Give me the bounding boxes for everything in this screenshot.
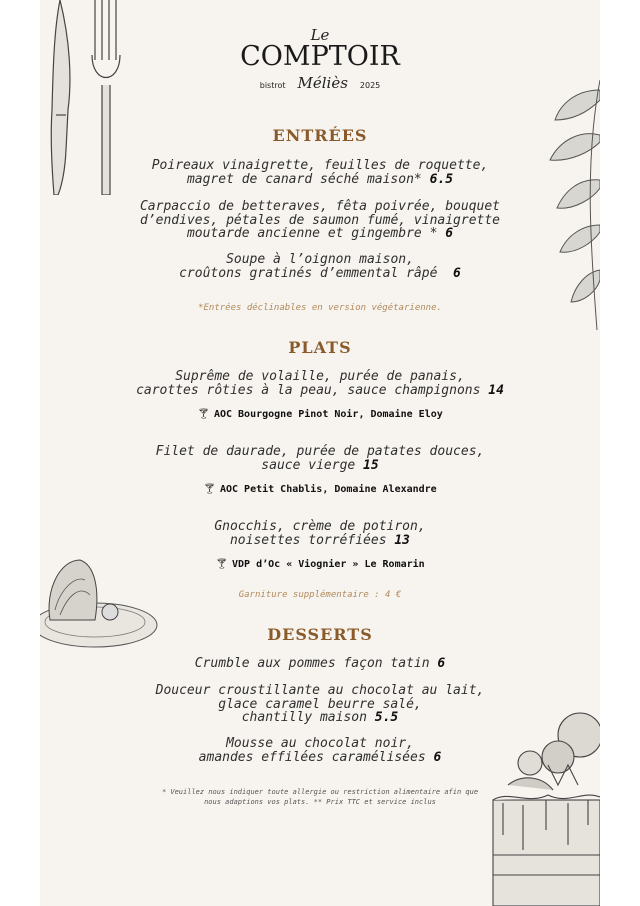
wine-glass-icon: 🍸︎ [203,484,216,495]
price: 6 [453,265,461,281]
menu-item: Suprême de volaille, purée de panais, carottes rôties à la peau, sauce champignons 14 [136,369,504,398]
menu-item: Gnocchis, crème de potiron, noisettes torréfiées 13 [214,519,426,548]
logo-melies: Méliès [297,74,348,92]
wine-glass-icon: 🍸︎ [215,559,229,570]
footer-note: * Veuillez nous indiquer toute allergie ou restriction alimentaire afin que nous adaptions vos plats. ** Prix TTC et service inclus [161,788,479,806]
menu-item: Douceur croustillante au chocolat au lait, glace caramel beurre salé, chantilly maison 5.5 [155,683,485,725]
wine-glass-icon: 🍸︎ [197,409,210,420]
menu-item: Crumble aux pommes façon tatin 6 [194,656,446,671]
price: 6 [445,226,454,241]
menu-item: Carpaccio de betteraves, fêta poivrée, bouquet d’endives, pétales de saumon fumé, vinaigrette moutarde ancienne et gingembre * 6 [139,199,501,241]
price: 5.5 [374,710,399,725]
logo-name: COMPTOIR [240,41,400,72]
logo-bistrot: bistrot [259,81,286,90]
section-title-plats: PLATS [288,338,352,357]
price: 6 [433,749,442,765]
wine-pairing: 🍸︎ AOC Bourgogne Pinot Noir, Domaine Eloy [197,409,443,420]
section-title-entrees: ENTRÉES [272,126,368,145]
price: 6 [437,656,446,671]
logo-subline [40,74,600,92]
menu-page [40,0,600,906]
price: 14 [488,382,504,398]
menu-item: Poireaux vinaigrette, feuilles de roquette, magret de canard séché maison* 6.5 [151,158,489,187]
logo-le: Le [310,26,330,44]
wine-pairing: 🍸︎ VDP d’Oc « Viognier » Le Romarin [215,559,425,570]
section-title-desserts: DESSERTS [267,625,373,644]
garnish-note: Garniture supplémentaire : 4 € [238,590,402,600]
price: 13 [394,532,411,548]
price: 6.5 [429,171,454,187]
menu-item: Mousse au chocolat noir, amandes effilées caramélisées 6 [198,736,442,765]
wine-pairing: 🍸︎ AOC Petit Chablis, Domaine Alexandre [203,484,437,495]
logo-year: 2025 [359,81,381,90]
menu-item: Soupe à l’oignon maison, croûtons gratinés d’emmental râpé 6 [179,252,461,281]
price: 15 [363,457,379,473]
menu-item: Filet de daurade, purée de patates douces, sauce vierge 15 [155,444,485,473]
vegetarian-note: *Entrées déclinables en version végétarienne. [198,303,442,313]
brand-logo [40,28,600,92]
